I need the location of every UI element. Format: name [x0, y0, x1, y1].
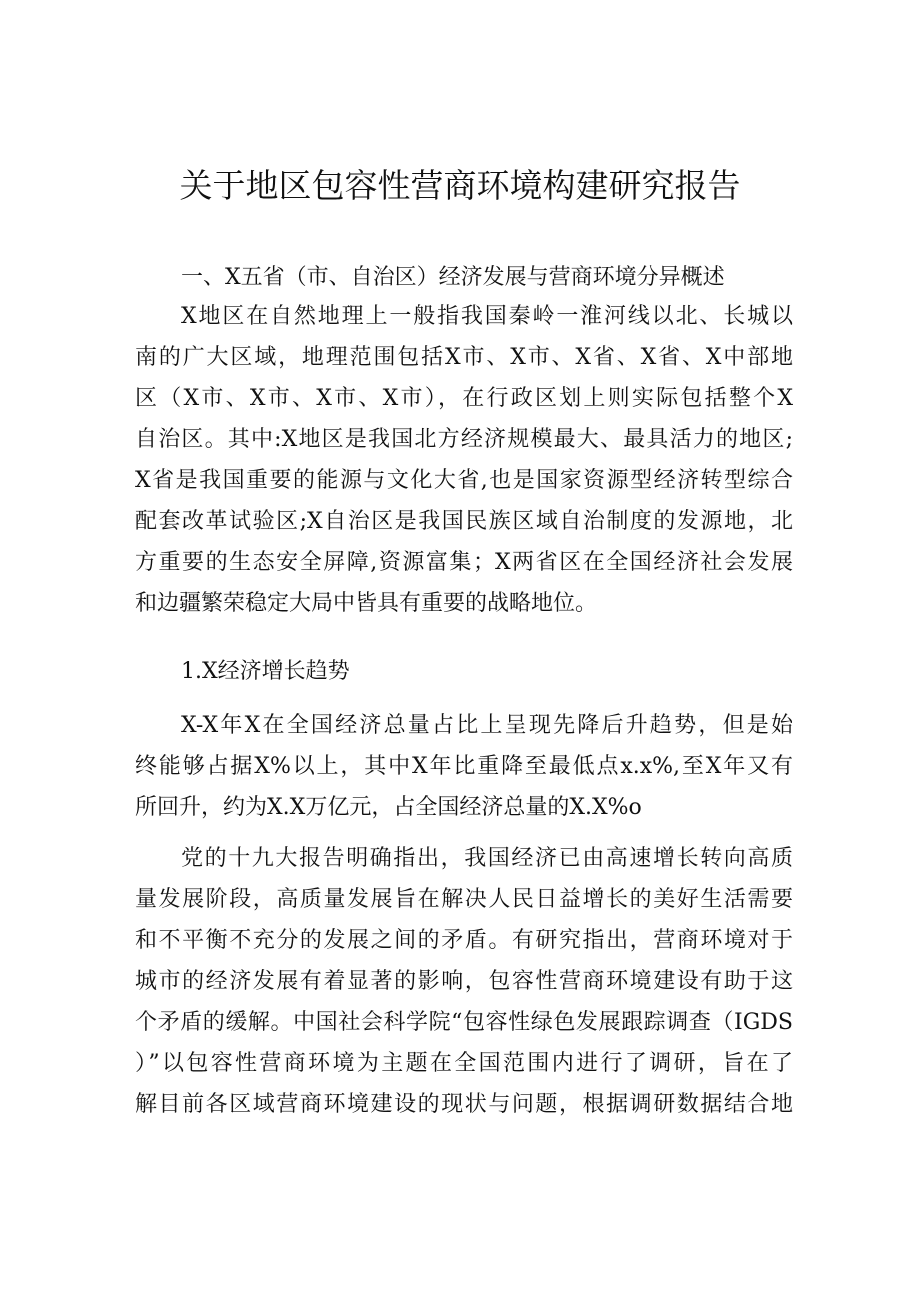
- paragraph-line: 个矛盾的缓解。中国社会科学院“包容性绿色发展跟踪调查（IGDS: [135, 1010, 793, 1035]
- paragraph-line: 和边疆繁荣稳定大局中皆具有重要的战略地位。: [135, 591, 598, 616]
- subsection-heading: 1.X经济增长趋势: [181, 659, 350, 684]
- paragraph-line: 量发展阶段，高质量发展旨在解决人民日益增长的美好生活需要: [135, 887, 793, 912]
- paragraph-line: 区（X市、X市、X市、X市），在行政区划上则实际包括整个X: [135, 386, 793, 411]
- paragraph-line: 城市的经济发展有着显著的影响，包容性营商环境建设有助于这: [135, 969, 793, 994]
- paragraph: [135, 296, 793, 624]
- paragraph-line: 党的十九大报告明确指出，我国经济已由高速增长转向高质: [181, 846, 793, 871]
- document-title: 关于地区包容性营商环境构建研究报告: [179, 166, 741, 205]
- paragraph-line: 自治区。其中:X地区是我国北方经济规模最大、最具活力的地区;: [135, 427, 793, 452]
- paragraph-line: X地区在自然地理上一般指我国秦岭一淮河线以北、长城以: [181, 304, 793, 329]
- section-heading: 一、X五省（市、自治区）经济发展与营商环境分异概述: [181, 265, 725, 290]
- paragraph-line: 解目前各区域营商环境建设的现状与问题，根据调研数据结合地: [135, 1092, 793, 1117]
- paragraph-line: 和不平衡不充分的发展之间的矛盾。有研究指出，营商环境对于: [135, 928, 793, 953]
- paragraph-line: 配套改革试验区;X自治区是我国民族区域自治制度的发源地，北: [135, 509, 793, 534]
- paragraph-line: X-X年X在全国经济总量占比上呈现先降后升趋势，但是始: [181, 713, 793, 738]
- paragraph-line: 所回升，约为X.X万亿元，占全国经济总量的X.X%o: [135, 795, 642, 820]
- paragraph-line: 南的广大区域，地理范围包括X市、X市、X省、X省、X中部地: [135, 345, 793, 370]
- paragraph-line: X省是我国重要的能源与文化大省,也是国家资源型经济转型综合: [135, 468, 793, 493]
- paragraph: [135, 705, 793, 828]
- paragraph-line: 终能够占据X%以上，其中X年比重降至最低点x.x%,至X年又有: [135, 754, 793, 779]
- paragraph-line: ）”以包容性营商环境为主题在全国范围内进行了调研，旨在了: [135, 1051, 793, 1076]
- paragraph-line: 方重要的生态安全屏障,资源富集；X两省区在全国经济社会发展: [135, 550, 793, 575]
- paragraph: [135, 838, 793, 1125]
